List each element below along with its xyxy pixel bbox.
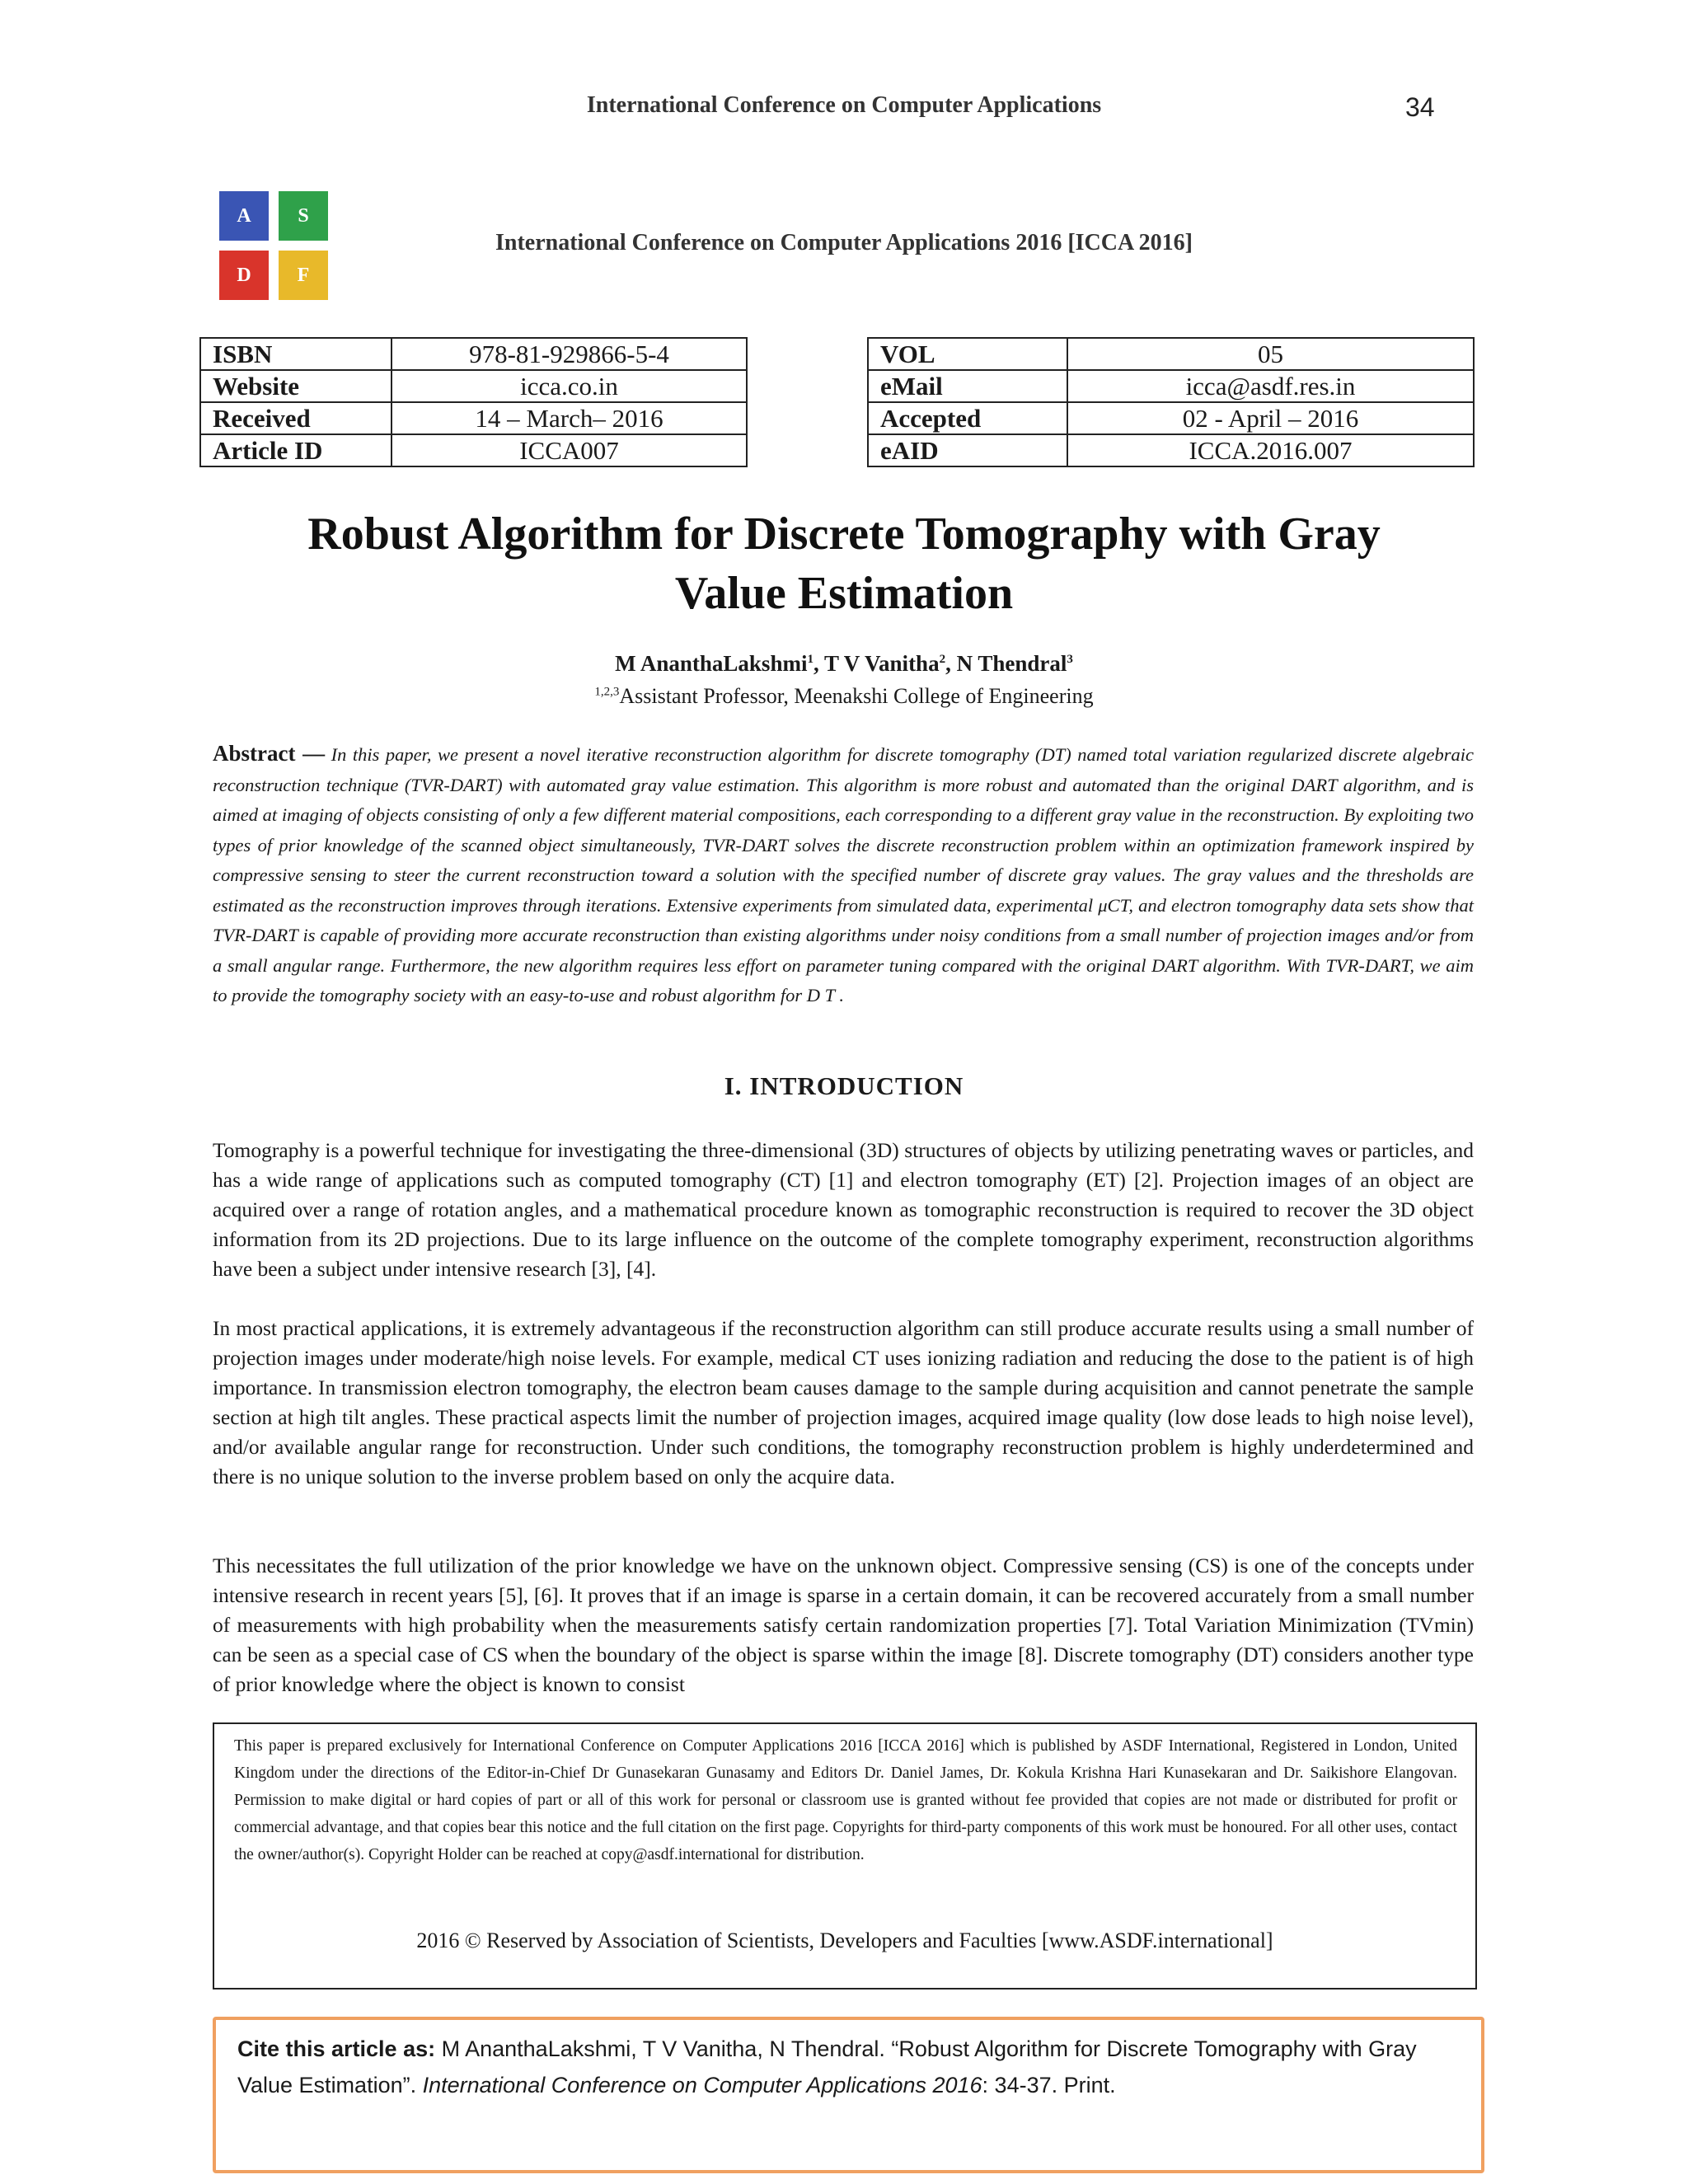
author-name: M AnanthaLakshmi [615, 651, 808, 676]
meta-key: eMail [868, 370, 1067, 402]
citation-pages: : 34-37. Print. [982, 2073, 1116, 2097]
meta-value: ICCA.2016.007 [1067, 434, 1474, 466]
affiliation [0, 684, 1688, 709]
conference-line: International Conference on Computer Applications 2016 [ICCA 2016] [495, 230, 1193, 255]
meta-row-isbn [200, 338, 747, 370]
author-index: 3 [1067, 653, 1073, 666]
title-line-1: Robust Algorithm for Discrete Tomography with Gray [307, 509, 1381, 560]
section-heading: I. INTRODUCTION [724, 1071, 964, 1100]
meta-value: 05 [1067, 338, 1474, 370]
author-index: 1 [807, 653, 814, 666]
meta-key: Article ID [200, 434, 392, 466]
citation-label: Cite this article as: [237, 2036, 436, 2061]
author-name: N Thendral [956, 651, 1067, 676]
page-number: 34 [1405, 92, 1435, 122]
meta-row-website [200, 370, 747, 402]
copyright-line: 2016 © Reserved by Association of Scientists, Developers and Faculties [www.ASDF.international] [416, 1929, 1273, 1952]
paper-title [0, 504, 1688, 623]
meta-value: 02 - April – 2016 [1067, 402, 1474, 434]
meta-key: VOL [868, 338, 1067, 370]
body-paragraph-2: In most practical applications, it is extremely advantageous if the reconstruction algorithm can still produce accurate results using a small number of projection images under moderate/high noise levels. For example, medical CT uses ionizing radiation and reducing the dose to the patient is of high importance. In transmission electron tomography, the electron beam causes damage to the sample during acquisition and cannot penetrate the sample section at high tilt angles. These practical aspects limit the number of projection images, acquired image quality (low dose leads to high noise level), and/or available angular range for reconstruction. Under such conditions, the tomography reconstruction problem is highly underdetermined and there is no unique solution to the inverse problem based on only the acquire data. [213, 1316, 1474, 1488]
meta-row-email [868, 370, 1474, 402]
meta-key: Accepted [868, 402, 1067, 434]
logo-tile-f: F [279, 251, 328, 300]
meta-value: icca@asdf.res.in [1067, 370, 1474, 402]
logo-tile-a: A [219, 191, 269, 241]
abstract-label: Abstract — [213, 741, 326, 766]
meta-value: 14 – March– 2016 [392, 402, 747, 434]
citation-body: M AnanthaLakshmi, T V Vanitha, N Thendral. “Robust Algorithm for Discrete Tomography with Gray Value Estimation”. [237, 2036, 1417, 2097]
meta-value: ICCA007 [392, 434, 747, 466]
affiliation-index: 1,2,3 [594, 685, 620, 699]
logo-tile-d: D [219, 251, 269, 300]
author-list: M AnanthaLakshmi$^1$, T V Vanitha$^2$, N Thendral$^3$ [615, 651, 1073, 676]
body-paragraph-1: Tomography is a powerful technique for investigating the three-dimensional (3D) structures of objects by utilizing penetrating waves or particles, and has a wide range of applications such as computed tomography (CT) [1] and electron tomography (ET) [2]. Projection images of an object are acquired over a range of rotation angles, and a mathematical procedure known as tomographic reconstruction is required to recover the 3D object information from its 2D projections. Due to its large influence on the outcome of the complete tomography experiment, reconstruction algorithms have been a subject under intensive research [3], [4]. [213, 1138, 1474, 1281]
meta-key: ISBN [200, 338, 392, 370]
meta-value: 978-81-929866-5-4 [392, 338, 747, 370]
title-line-2: Value Estimation [674, 568, 1014, 619]
permission-notice: This paper is prepared exclusively for International Conference on Computer Applications 2016 [ICCA 2016] which is published by ASDF International, Registered in London, United Kingdom under the directions of the Editor-in-Chief Dr Gunasekaran Gunasamy and Editors Dr. Daniel James, Dr. Kokula Krishna Hari Kunasekaran and Dr. Saikishore Elangovan. Permission to make digital or hard copies of part or all of this work for personal or classroom use is granted without fee provided that copies are not made or distributed for profit or commercial advantage, and that copies bear this notice and the full citation on the first page. Copyrights for third-party components of this work must be honoured. For all other uses, contact the owner/author(s). Copyright Holder can be reached at copy@asdf.international for distribution. [234, 1737, 1457, 1863]
logo-tile-s: S [279, 191, 328, 241]
meta-value: icca.co.in [392, 370, 747, 402]
affiliation-text: Assistant Professor, Meenakshi College of Engineering [619, 684, 1094, 708]
meta-key: eAID [868, 434, 1067, 466]
author-name: T V Vanitha [823, 651, 940, 676]
citation-journal: International Conference on Computer Applications 2016 [422, 2073, 982, 2097]
meta-row-accepted [868, 402, 1474, 434]
metadata-table-right [867, 337, 1475, 467]
meta-row-received [200, 402, 747, 434]
abstract-text: In this paper, we present a novel iterative reconstruction algorithm for discrete tomography (DT) named total variation regularized discrete algebraic reconstruction technique (TVR-DART) with automated gray value estimation. This algorithm is more robust and automated than the original DART algorithm, and is aimed at imaging of objects consisting of only a few different material compositions, each corresponding to a different gray value in the reconstruction. By exploiting two types of prior knowledge of the scanned object simultaneously, TVR-DART solves the discrete reconstruction problem within an optimization framework inspired by compressive sensing to steer the current reconstruction toward a solution with the specified number of discrete gray values. The gray values and the thresholds are estimated as the reconstruction improves through iterations. Extensive experiments from simulated data, experimental μCT, and electron tomography data sets show that TVR-DART is capable of providing more accurate reconstruction than existing algorithms under noisy conditions from a small number of projection images and/or from a small angular range. Furthermore, the new algorithm requires less effort on parameter tuning compared with the original DART algorithm. With TVR-DART, we aim to provide the tomography society with an easy-to-use and robust algorithm for D T . [213, 744, 1474, 1005]
citation-text [237, 2031, 1457, 2103]
author-index: 2 [939, 653, 946, 666]
meta-key: Received [200, 402, 392, 434]
meta-row-vol [868, 338, 1474, 370]
metadata-table-left [199, 337, 748, 467]
abstract [213, 738, 1474, 1011]
running-head: International Conference on Computer Applications [586, 92, 1102, 118]
meta-row-article-id [200, 434, 747, 466]
meta-key: Website [200, 370, 392, 402]
meta-row-eaid [868, 434, 1474, 466]
body-paragraph-3: This necessitates the full utilization of the prior knowledge we have on the unknown object. Compressive sensing (CS) is one of the concepts under intensive research in recent years [5], [6]. It proves that if an image is sparse in a certain domain, it can be recovered accurately from a small number of measurements with high probability when the measurements satisfy certain randomization properties [7]. Total Variation Minimization (TVmin) can be seen as a special case of CS when the boundary of the object is sparse within the image [8]. Discrete tomography (DT) considers another type of prior knowledge where the object is known to consist [213, 1554, 1474, 1696]
